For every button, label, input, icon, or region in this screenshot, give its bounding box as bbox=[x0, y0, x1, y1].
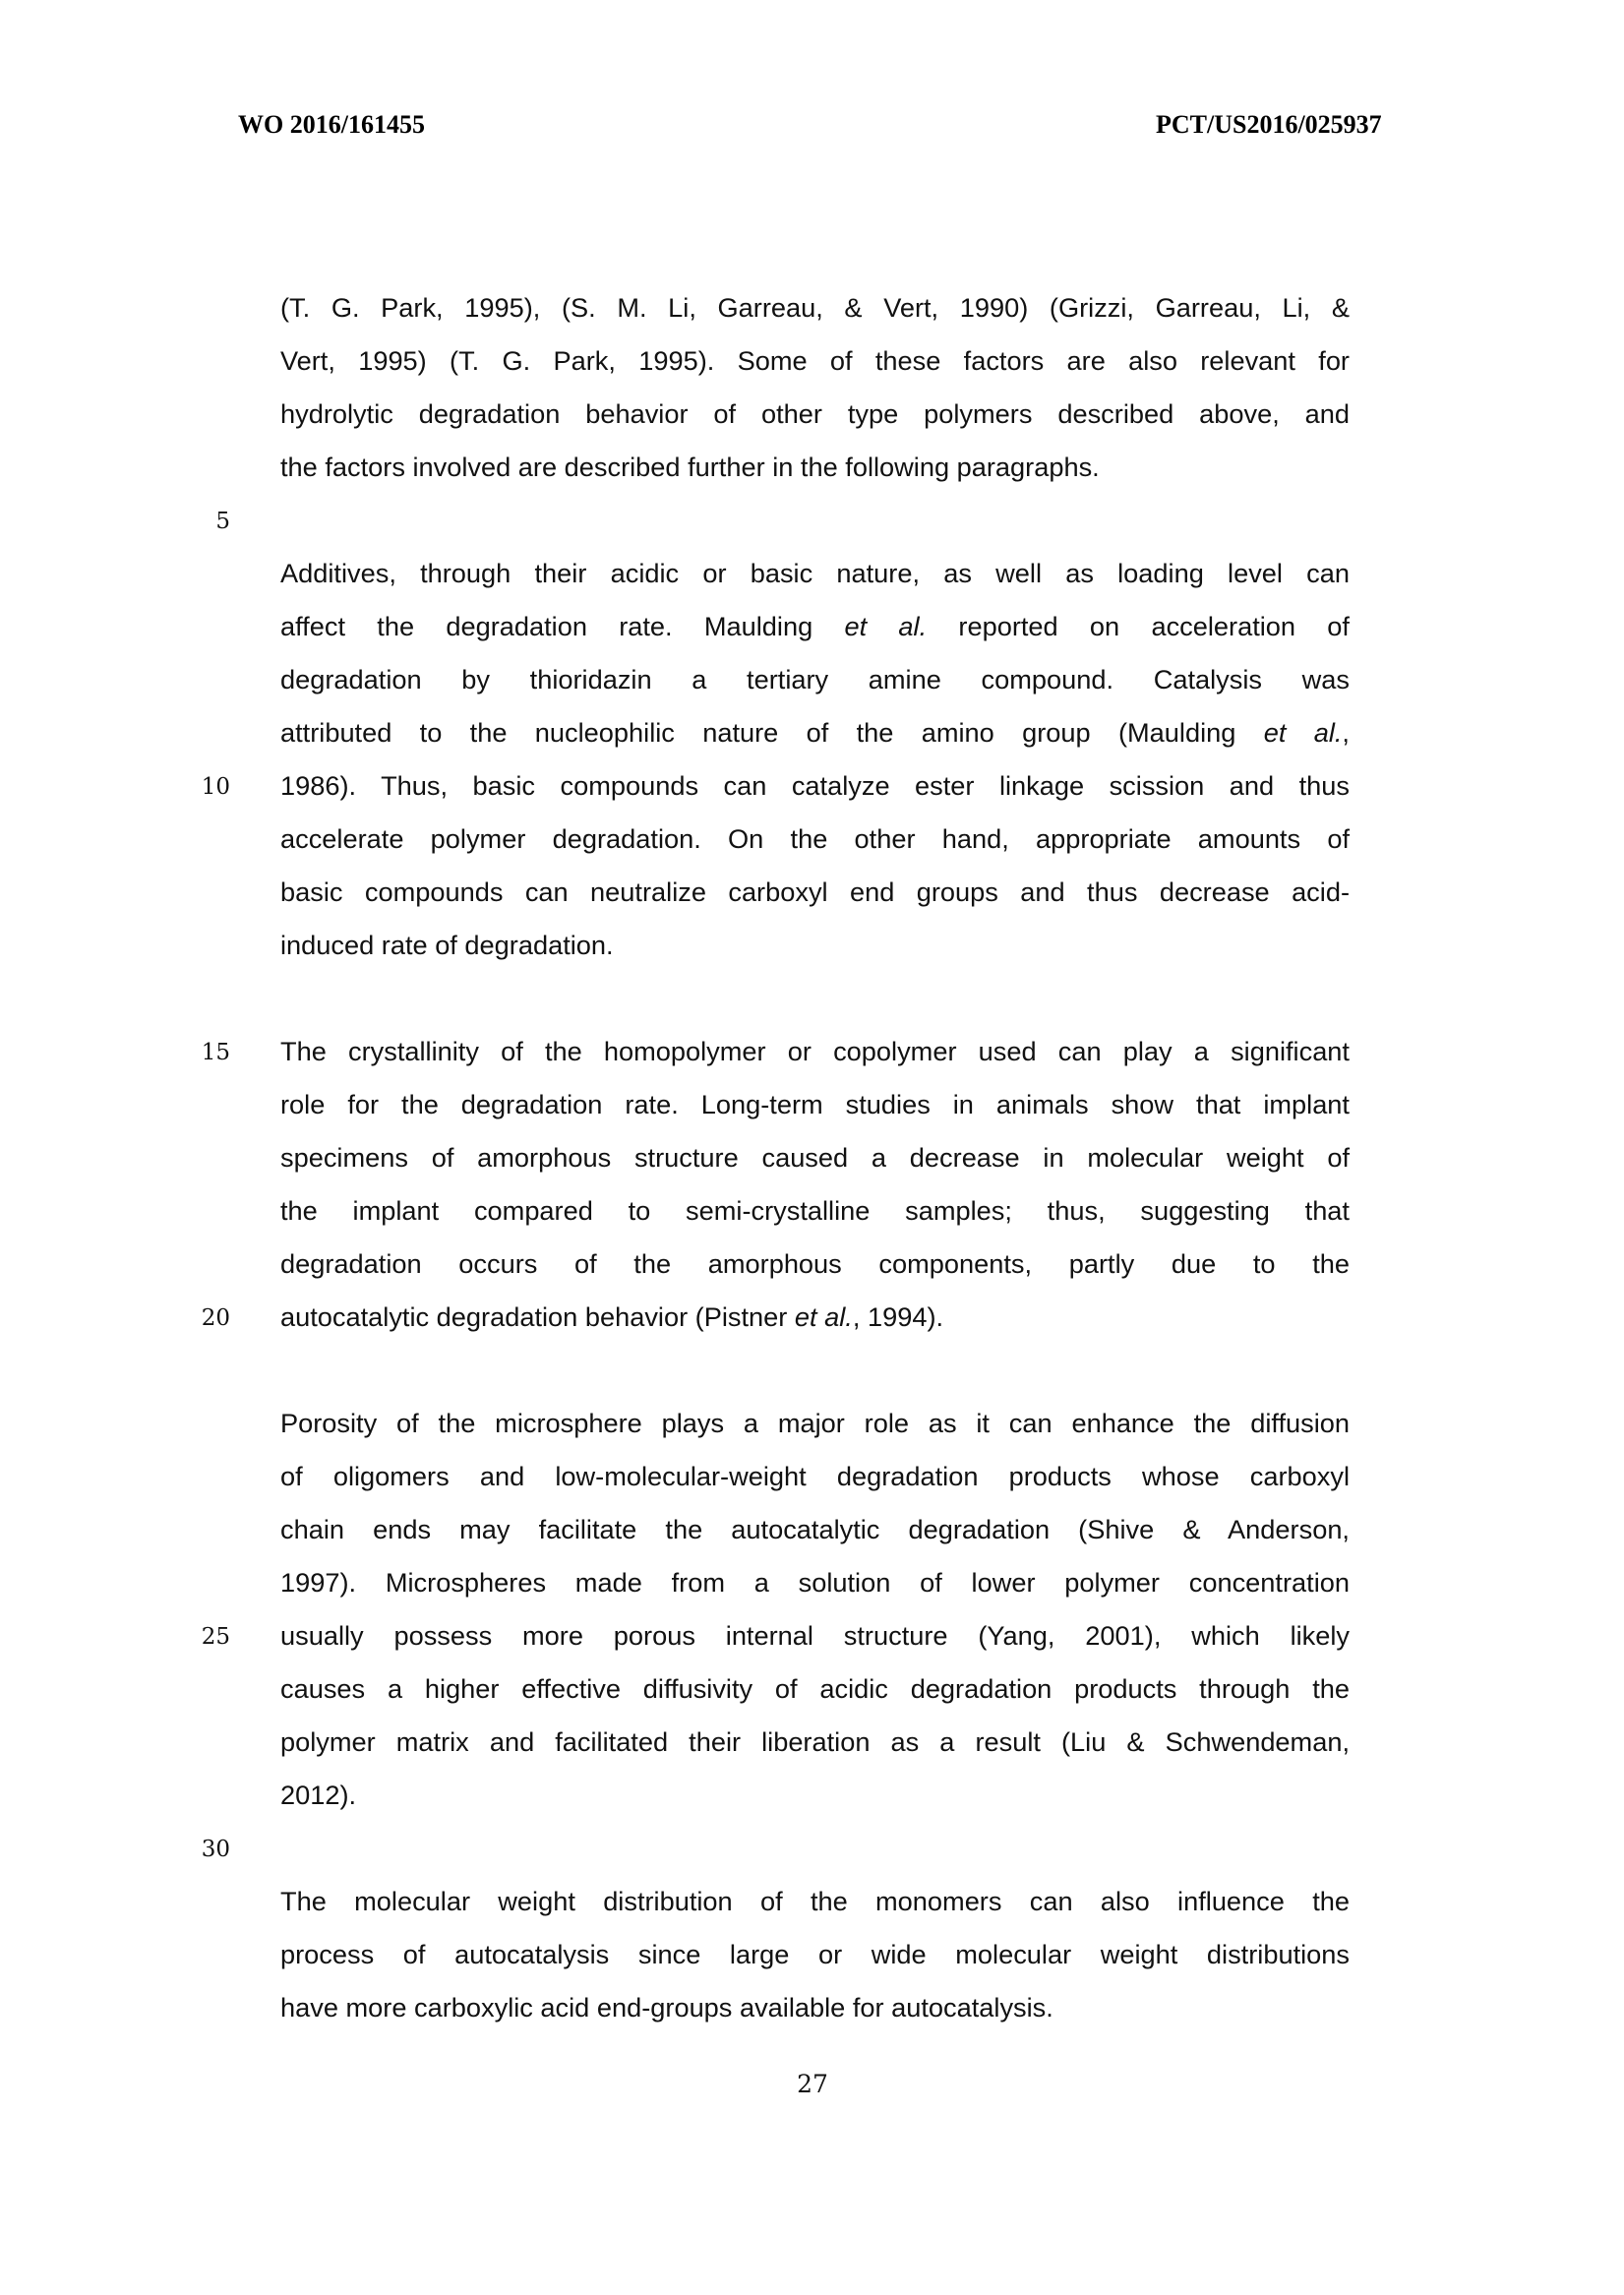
line-number: 25 bbox=[201, 1624, 230, 1650]
text-line: specimens of amorphous structure caused a decrease in molecular weight of bbox=[280, 1142, 1350, 1173]
text-line: have more carboxylic acid end-groups available for autocatalysis. bbox=[280, 1992, 1053, 2023]
text-line: hydrolytic degradation behavior of other type polymers described above, and bbox=[280, 398, 1350, 429]
text-line: attributed to the nucleophilic nature of the amino group (Maulding et al., bbox=[280, 717, 1350, 748]
text-line: 1997). Microspheres made from a solution of lower polymer concentration bbox=[280, 1567, 1350, 1598]
text-line: basic compounds can neutralize carboxyl end groups and thus decrease acid- bbox=[280, 876, 1350, 907]
text-line: process of autocatalysis since large or wide molecular weight distributions bbox=[280, 1939, 1350, 1969]
line-number: 5 bbox=[215, 509, 230, 534]
text-line: The molecular weight distribution of the monomers can also influence the bbox=[280, 1886, 1350, 1916]
text-line: chain ends may facilitate the autocatalytic degradation (Shive & Anderson, bbox=[280, 1514, 1350, 1544]
text-line: Porosity of the microsphere plays a major role as it can enhance the diffusion bbox=[280, 1408, 1350, 1438]
italic-text: et al. bbox=[1263, 717, 1343, 748]
line-number: 20 bbox=[201, 1305, 230, 1331]
text-line: (T. G. Park, 1995), (S. M. Li, Garreau, & Vert, 1990) (Grizzi, Garreau, Li, & bbox=[280, 292, 1350, 323]
application-number: PCT/US2016/025937 bbox=[1156, 110, 1382, 139]
text-line: degradation by thioridazin a tertiary amine compound. Catalysis was bbox=[280, 664, 1350, 695]
line-number: 10 bbox=[201, 774, 230, 800]
text-line: accelerate polymer degradation. On the other hand, appropriate amounts of bbox=[280, 823, 1350, 854]
text-line: usually possess more porous internal structure (Yang, 2001), which likely bbox=[280, 1620, 1350, 1651]
text-line: 1986). Thus, basic compounds can catalyze ester linkage scission and thus bbox=[280, 770, 1350, 801]
text-line: induced rate of degradation. bbox=[280, 930, 614, 960]
text-line: the factors involved are described further in the following paragraphs. bbox=[280, 452, 1100, 482]
text-line: affect the degradation rate. Maulding et al. reported on acceleration of bbox=[280, 611, 1350, 641]
publication-number: WO 2016/161455 bbox=[238, 110, 425, 139]
text-line: the implant compared to semi-crystalline samples; thus, suggesting that bbox=[280, 1195, 1350, 1226]
text-line: The crystallinity of the homopolymer or copolymer used can play a significant bbox=[280, 1036, 1350, 1066]
page-number: 27 bbox=[797, 2070, 828, 2098]
line-number: 15 bbox=[201, 1040, 230, 1065]
text-line: autocatalytic degradation behavior (Pistner et al., 1994). bbox=[280, 1301, 944, 1332]
italic-text: et al. bbox=[794, 1301, 853, 1332]
text-line: role for the degradation rate. Long-term studies in animals show that implant bbox=[280, 1089, 1350, 1119]
text-line: Additives, through their acidic or basic nature, as well as loading level can bbox=[280, 558, 1350, 588]
text-line: of oligomers and low-molecular-weight degradation products whose carboxyl bbox=[280, 1461, 1350, 1491]
text-line: 2012). bbox=[280, 1780, 357, 1810]
line-number: 30 bbox=[201, 1837, 230, 1862]
italic-text: et al. bbox=[844, 611, 928, 641]
text-line: degradation occurs of the amorphous components, partly due to the bbox=[280, 1248, 1350, 1279]
text-line: causes a higher effective diffusivity of acidic degradation products through the bbox=[280, 1673, 1350, 1704]
text-line: Vert, 1995) (T. G. Park, 1995). Some of these factors are also relevant for bbox=[280, 345, 1350, 376]
text-line: polymer matrix and facilitated their liberation as a result (Liu & Schwendeman, bbox=[280, 1726, 1350, 1757]
